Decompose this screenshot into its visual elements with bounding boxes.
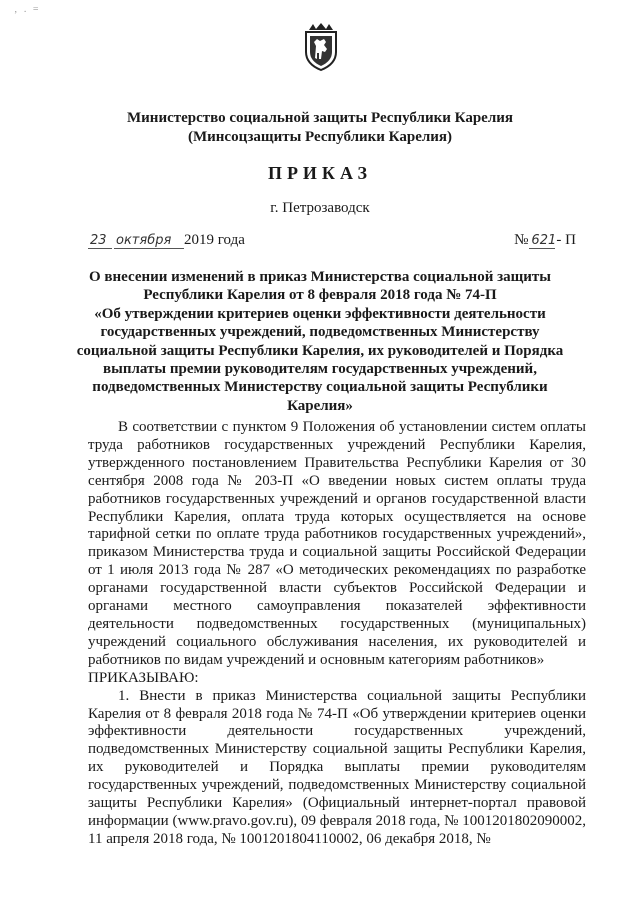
clause-1-paragraph: 1. Внести в приказ Министерства социальной защиты Республики Карелия от 8 февраля 2018 года № 74-П «Об утверждении критериев оценки эффективности деятельности государственных учреждений, подведомственных Министерству социальной защиты Республики Карелия, их руководителей и Порядка выплаты премии руководителям государственных учреждений, подведомственных Министерству социальной защиты Республики Карелия» (Официальный интернет-портал правовой информации (www.pravo.gov.ru), 09 февраля 2018 года, № 1001201802090002, 11 апреля 2018 года, № 1001201804110002, 06 декабря 2018, № xyxy=(88,687,586,847)
karelia-coat-of-arms-icon xyxy=(302,22,340,72)
date-year: 2019 года xyxy=(184,232,245,248)
preamble-paragraph: В соответствии с пунктом 9 Положения об установлении систем оплаты труда работников государственных учреждений Республики Карелия, утвержденного постановлением Правительства Республики Карелия от 30 сентября 2008 года № 203-П «О введении новых систем оплаты труда работников государственных учреждений и органов государственной власти Республики Карелия, оплата труда которых осуществляется на основе тарифной сетки по оплате труда работников государственных учреждений», приказом Министерства труда и социальной защиты Российской Федерации от 1 июля 2013 года № 287 «О методических рекомендациях по разработке органами государственной власти субъектов Российской Федерации и органами местного самоуправления показателей эффективности деятельности подведомственных государственных (муниципальных) учреждений социального обслуживания населения, их руководителей и работников по видам учреждений и основным категориям работников» xyxy=(88,419,586,668)
handwritten-month: октября xyxy=(114,234,184,249)
ministry-name: Министерство социальной защиты Республики Карелия xyxy=(127,110,513,126)
title-line: социальной защиты Республики Карелия, их руководителей и Порядка xyxy=(76,342,564,359)
title-line: О внесении изменений в приказ Министерства социальной защиты xyxy=(88,269,552,285)
document-number xyxy=(514,232,576,249)
ministry-short-name: (Минсоцзащиты Республики Карелия) xyxy=(187,129,453,145)
document-date xyxy=(88,232,245,249)
title-line: государственных учреждений, подведомственных Министерству xyxy=(100,324,540,341)
title-line: Карелия» xyxy=(287,397,353,414)
handwritten-day: 23 xyxy=(88,234,112,249)
handwritten-number: 621 xyxy=(531,233,557,248)
number-suffix: - П xyxy=(556,232,576,248)
title-line: «Об утверждении критериев оценки эффективности деятельности xyxy=(94,305,546,322)
title-line: выплаты премии руководителям государственных учреждений, xyxy=(103,361,537,378)
title-line: подведомственных Министерству социальной защиты Республики xyxy=(92,379,548,396)
number-prefix: № xyxy=(514,232,529,248)
document-title xyxy=(0,268,640,415)
corner-mark: ‚ . = xyxy=(14,4,41,15)
prikazyvayu-heading: ПРИКАЗЫВАЮ: xyxy=(88,669,199,686)
document-body xyxy=(88,419,586,849)
document-type: ПРИКАЗ xyxy=(267,163,373,183)
title-line: Республики Карелия от 8 февраля 2018 года № 74-П xyxy=(143,287,497,304)
city: г. Петрозаводск xyxy=(270,200,370,216)
